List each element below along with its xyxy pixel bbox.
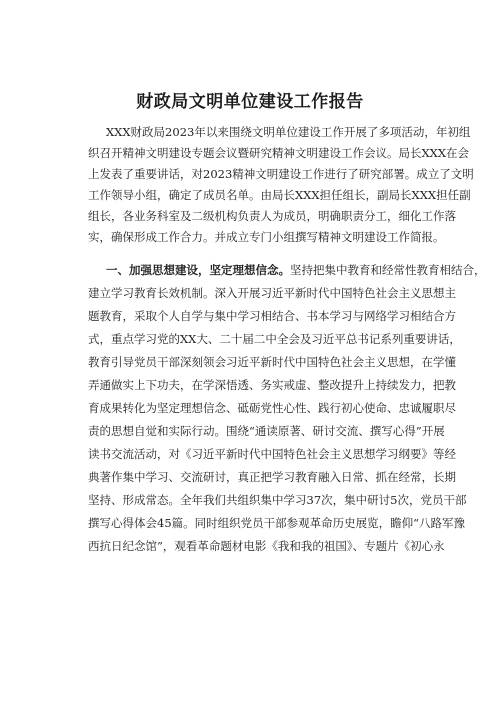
intro-line: 工作领导小组，确定了成员名单。由局长XXX担任组长，副局长XXX担任副 — [88, 188, 471, 202]
section1-line: 弄通做实上下功夫，在学深悟透、务实戒虚、整改提升上持续发力，把教 — [88, 378, 456, 392]
intro-line: 实，确保形成工作合力。并成立专门小组撰写精神文明建设工作简报。 — [88, 230, 445, 244]
section1-first-line — [106, 262, 486, 278]
section1-line: 读书交流活动，对《习近平新时代中国特色社会主义思想学习纲要》等经 — [88, 447, 456, 461]
section1-line: 题教育，采取个人自学与集中学习相结合、书本学习与网络学习相结合方 — [88, 309, 456, 323]
section1-line: 教育引导党员干部深刻领会习近平新时代中国特色社会主义思想，在学懂 — [88, 355, 456, 369]
section1-line: 撰写心得体会45篇。同时组织党员干部参观革命历史展览，瞻仰“八路军豫 — [88, 516, 466, 530]
section1-line: 责的思想自觉和实际行动。围绕“通读原著、研讨交流、撰写心得”开展 — [88, 424, 445, 438]
section1-line: 西抗日纪念馆”，观看革命题材电影《我和我的祖国》、专题片《初心永 — [88, 539, 445, 553]
intro-line: 组长，各业务科室及二级机构负责人为成员，明确职责分工，细化工作落 — [88, 209, 456, 223]
section1-heading: 一、加强思想建设，坚定理想信念。 — [106, 263, 290, 277]
section1-line: 典著作集中学习、交流研讨，真正把学习教育融入日常、抓在经常，长期 — [88, 470, 456, 484]
intro-line: 上发表了重要讲话，对2023精神文明建设工作进行了研究部署。成立了文明 — [88, 167, 474, 181]
section1-line: 育成果转化为坚定理想信念、砥砺党性心性、践行初心使命、忠诚履职尽 — [88, 401, 456, 415]
section1-first-line-text: 坚持把集中教育和经常性教育相结合， — [290, 263, 486, 277]
section1-line: 式，重点学习党的XX大、二十届二中全会及习近平总书记系列重要讲话， — [88, 332, 461, 346]
section1-line: 坚持、形成常态。全年我们共组织集中学习37次，集中研讨5次，党员干部 — [88, 493, 467, 507]
intro-line: 织召开精神文明建设专题会议暨研究精神文明建设工作会议。局长XXX在会 — [88, 146, 470, 160]
document-title: 财政局文明单位建设工作报告 — [136, 92, 364, 112]
section1-line: 建立学习教育长效机制。深入开展习近平新时代中国特色社会主义思想主 — [88, 286, 456, 300]
intro-line: XXX财政局2023年以来围绕文明单位建设工作开展了多项活动，年初组 — [106, 125, 471, 139]
